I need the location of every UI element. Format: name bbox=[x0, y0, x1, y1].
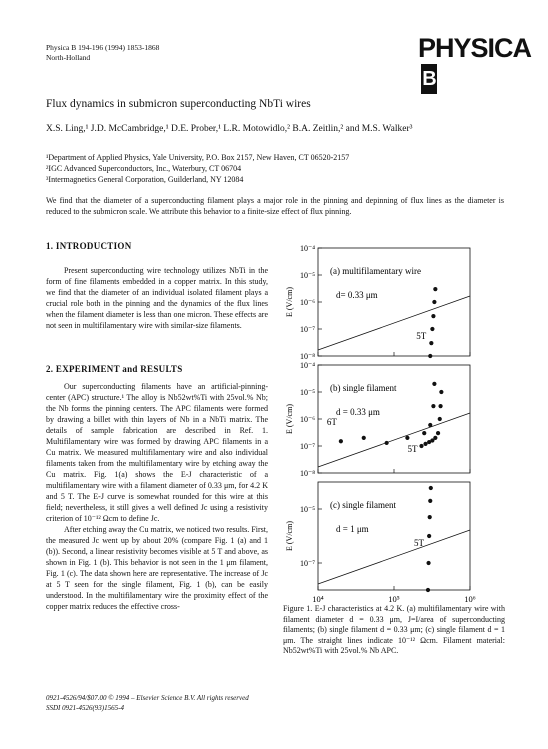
y-tick-label: 10⁻⁵ bbox=[299, 505, 315, 514]
data-point-b-6T bbox=[432, 382, 436, 386]
data-point-b-6T bbox=[339, 439, 343, 443]
data-point-a-5T bbox=[430, 327, 434, 331]
affiliations bbox=[46, 152, 349, 185]
data-point-a-5T bbox=[432, 300, 436, 304]
intro-text bbox=[46, 265, 268, 331]
authors: X.S. Ling,¹ J.D. McCambridge,¹ D.E. Prober,¹ L.R. Motowidlo,² B.A. Zeitlin,² and M.S. Walker³ bbox=[46, 124, 413, 134]
data-point-b-6T bbox=[422, 431, 426, 435]
criterion-line bbox=[318, 296, 470, 350]
affiliation-3: ³Intermagnetics General Corporation, Guilderland, NY 12084 bbox=[46, 175, 244, 184]
journal-line: Physica B 194-196 (1994) 1853-1868 bbox=[46, 43, 160, 52]
panel-diameter: d = 0.33 μm bbox=[336, 407, 380, 417]
data-point-b-5T bbox=[423, 442, 427, 446]
y-axis-label: E (V/cm) bbox=[285, 521, 294, 551]
data-point-b-6T bbox=[385, 441, 389, 445]
curve-label-a-5T: 5T bbox=[416, 331, 427, 341]
figure-1 bbox=[280, 240, 512, 605]
data-point-a-5T bbox=[433, 287, 437, 291]
data-point-b-6T bbox=[405, 436, 409, 440]
data-point-b-5T bbox=[438, 417, 442, 421]
y-axis-label: E (V/cm) bbox=[285, 287, 294, 317]
data-point-a-5T bbox=[431, 314, 435, 318]
y-tick-label: 10⁻⁷ bbox=[299, 325, 315, 334]
curve-label-b-6T: 6T bbox=[326, 416, 337, 427]
y-tick-label: 10⁻⁷ bbox=[299, 559, 315, 568]
data-point-c-5T bbox=[428, 499, 432, 503]
abstract: We find that the diameter of a superconducting filament plays a major role in the pinning and depinning of flux lines as the diameter is reduced to the submicron scale. We attribute this behavior to a finite-size effect of flux pinning. bbox=[46, 196, 504, 216]
criterion-line bbox=[318, 530, 470, 584]
y-tick-label: 10⁻⁸ bbox=[299, 352, 315, 361]
footer-ssdi: SSDI 0921-4526(93)1565-4 bbox=[46, 703, 124, 712]
y-tick-label: 10⁻⁵ bbox=[299, 271, 315, 280]
figure-caption: Figure 1. E-J characteristics at 4.2 K. (a) multifilamentary wire with filament diameter d = 0.33 μm, J=I/area of superconducting filaments; (b) single filament d = 0.33 μm; (c) single filament d = 1 μm. The straight lines indicate 10⁻¹² Ωcm. Filament material: Nb52wt%Ti with 25vol.% Nb APC. bbox=[283, 604, 505, 655]
data-point-c-5T bbox=[426, 588, 430, 592]
y-tick-label: 10⁻⁶ bbox=[299, 415, 315, 424]
experiment-paragraph-1: Our superconducting filaments have an artificial-pinning-center (APC) structure.¹ The alloy is Nb52wt%Ti with 25vol.% Nb; the Nb forms the pinning centers. The APC filaments were formed by drawing a billet with thin layers of Nb in a NbTi matrix. The details of sample fabrication are described in Ref. 1. Multifilamentary wire was formed by drawing APC filaments in a Cu matrix. We measured multifilamentary wire and also individual filaments taken from the multifilamentary wire by etching away the Cu matrix. Fig. 1(a) shows the E-J characteristic of a multifilamentary wire with a filament diameter of 0.33 μm, for 4.2 K and 5 T. The E-J curve is somewhat rounded for this wire at this field; nevertheless, it still gives a well defined Jc using a resistivity criterion of 10⁻¹² Ωcm to define Jc. bbox=[46, 382, 268, 523]
y-tick-label: 10⁻⁴ bbox=[299, 361, 315, 370]
panel-diameter: d= 0.33 μm bbox=[336, 290, 378, 300]
data-point-c-5T bbox=[427, 534, 431, 538]
data-point-b-6T bbox=[362, 436, 366, 440]
x-tick-label: 10⁴ bbox=[312, 594, 324, 604]
x-tick-label: 10⁶ bbox=[464, 594, 476, 604]
panel-label: (b) single filament bbox=[330, 383, 397, 393]
footer-copyright: 0921-4526/94/$07.00 © 1994 – Elsevier Science B.V. All rights reserved bbox=[46, 694, 249, 702]
y-tick-label: 10⁻⁸ bbox=[299, 469, 315, 478]
experiment-paragraph-2: After etching away the Cu matrix, we noticed two results. First, the measured Jc went up by about 20% (compare Fig. 1 (a) and 1 (b)). Second, a linear resistivity becomes visible at 5 T and above, as shown in Fig. 1 (b). This behavior is not seen in the 1 μm filament, Fig. 1 (c). The data shown here are representative. The increase of Jc at 5 T seen for the single filament, Fig. 1 (b), can be easily understood. In the multifilamentary wire the proximity effect of the copper matrix reduces the effective cross- bbox=[46, 525, 268, 611]
y-tick-label: 10⁻⁵ bbox=[299, 388, 315, 397]
y-tick-label: 10⁻⁷ bbox=[299, 442, 315, 451]
data-point-c-5T bbox=[428, 515, 432, 519]
paper-title: Flux dynamics in submicron superconducting NbTi wires bbox=[46, 98, 311, 110]
affiliation-1: ¹Department of Applied Physics, Yale University, P.O. Box 2157, New Haven, CT 06520-2157 bbox=[46, 153, 350, 162]
journal-logo bbox=[418, 33, 548, 95]
curve-label-c-5T: 5T bbox=[413, 538, 424, 548]
intro-heading: 1. INTRODUCTION bbox=[46, 241, 132, 251]
footer bbox=[46, 694, 249, 713]
data-point-b-6T bbox=[428, 423, 432, 427]
y-axis-label: E (V/cm) bbox=[285, 404, 294, 434]
data-point-b-5T bbox=[438, 404, 442, 408]
data-point-c-5T bbox=[429, 486, 433, 490]
x-tick-label: 10⁵ bbox=[388, 594, 400, 604]
panel-label: (c) single filament bbox=[330, 500, 396, 510]
data-point-b-6T bbox=[431, 404, 435, 408]
logo-letter: B bbox=[421, 64, 437, 94]
publisher: North-Holland bbox=[46, 53, 91, 62]
data-point-b-5T bbox=[419, 444, 423, 448]
journal-header bbox=[46, 43, 159, 63]
data-point-a-5T bbox=[429, 341, 433, 345]
y-tick-label: 10⁻⁴ bbox=[299, 244, 315, 253]
experiment-text bbox=[46, 381, 268, 612]
panel-label: (a) multifilamentary wire bbox=[330, 266, 421, 276]
logo-text: PHYSICA bbox=[418, 33, 532, 63]
curve-label-b-5T: 5T bbox=[407, 444, 418, 455]
intro-paragraph: Present superconducting wire technology utilizes NbTi in the form of fine filaments embedded in a copper matrix. In this study, we find that the diameter of an individual isolated filament plays a crucial role both in the pinning and the dynamics of the flux lines when the filament diameter is less than one micron. These effects are not seen in multifilamentary wire with similar-size filaments. bbox=[46, 266, 268, 330]
data-point-b-5T bbox=[439, 390, 443, 394]
affiliation-2: ²IGC Advanced Superconductors, Inc., Waterbury, CT 06704 bbox=[46, 164, 242, 173]
experiment-heading: 2. EXPERIMENT and RESULTS bbox=[46, 364, 183, 374]
y-tick-label: 10⁻⁶ bbox=[299, 298, 315, 307]
data-point-b-5T bbox=[433, 436, 437, 440]
panel-diameter: d = 1 μm bbox=[336, 524, 369, 534]
data-point-c-5T bbox=[426, 561, 430, 565]
data-point-b-5T bbox=[436, 431, 440, 435]
data-point-a-5T bbox=[428, 354, 432, 358]
